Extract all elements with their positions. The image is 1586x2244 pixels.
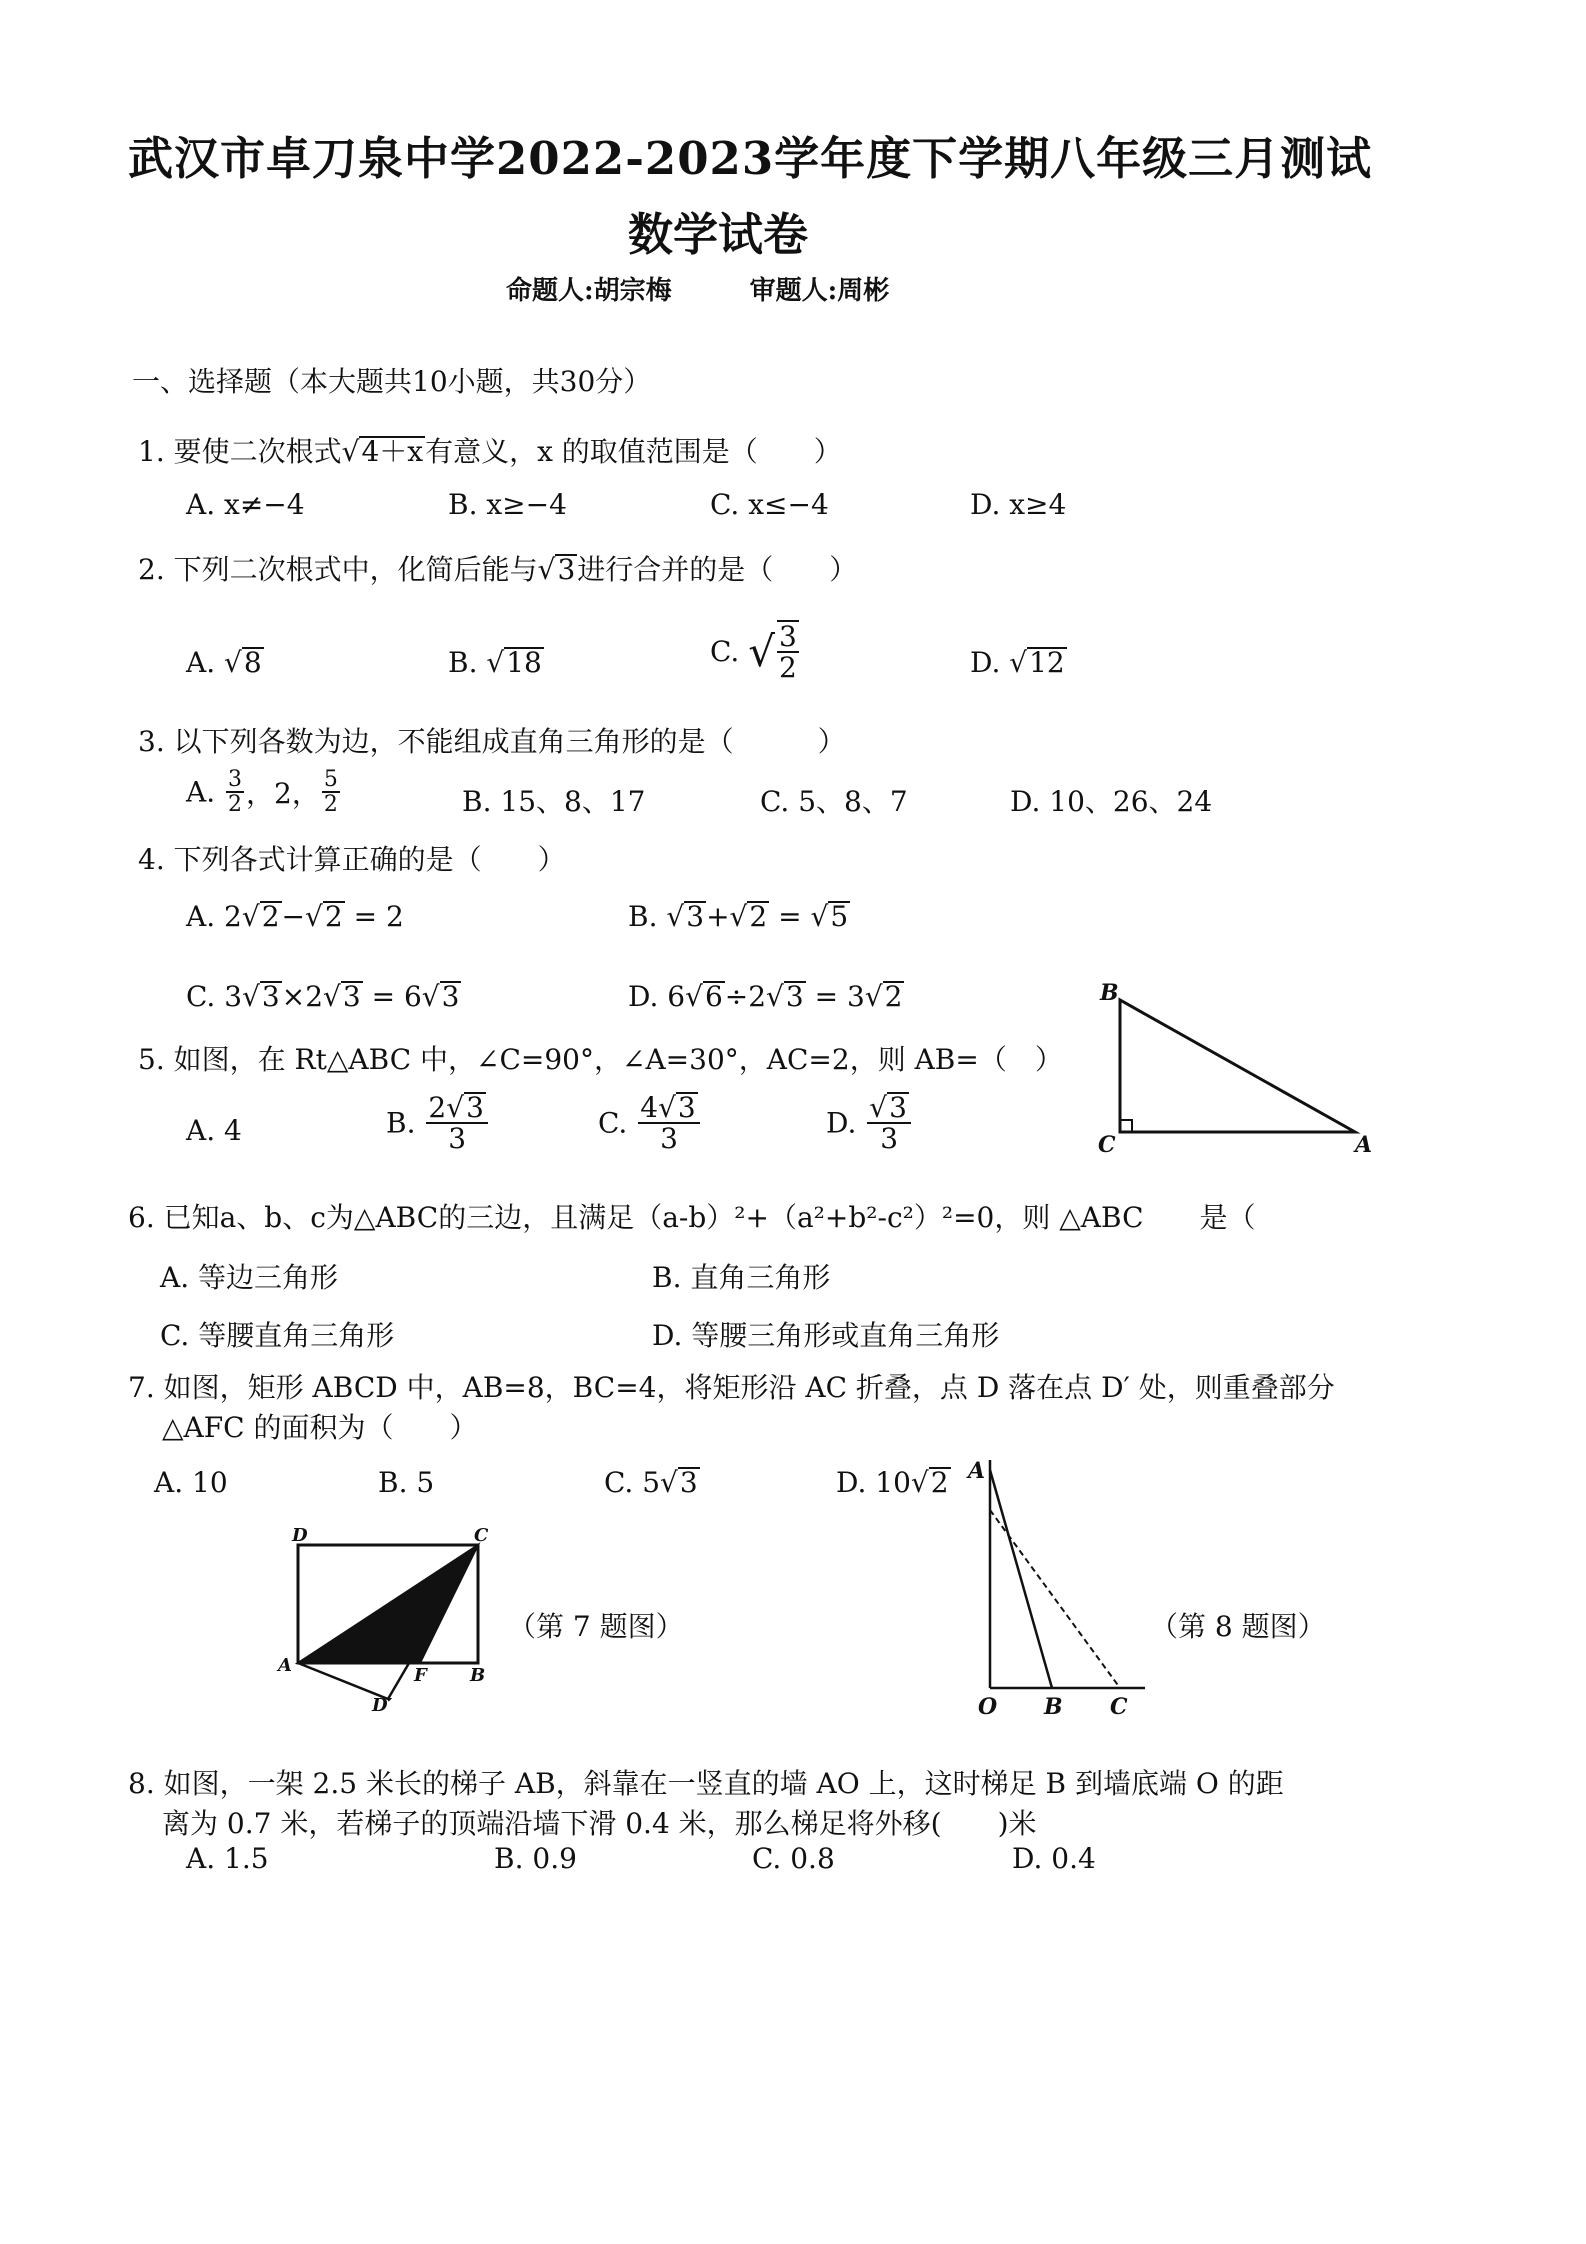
q7-d-label: D. 10 — [836, 1466, 911, 1499]
q2-a-radicand: 8 — [243, 646, 262, 679]
q8-ladder-figure — [960, 1450, 1160, 1720]
q6-option-a: A. 等边三角形 — [160, 1261, 339, 1294]
q5-d-num — [867, 1092, 911, 1124]
q5-d-sqrt: √3 — [869, 1091, 907, 1124]
q1-option-c: C. x≤−4 — [710, 488, 829, 521]
q7-label-b: B — [470, 1665, 486, 1686]
question-7-stem-line2: △AFC 的面积为（ ） — [162, 1411, 478, 1444]
q2-c-fraction — [777, 620, 799, 683]
q4-a-result: = 2 — [353, 900, 404, 933]
q4-b-rad-3: 5 — [830, 900, 849, 933]
q4-option-b — [628, 900, 850, 933]
q7-label-f: F — [414, 1665, 427, 1686]
q3-a-fraction-2 — [322, 768, 340, 816]
question-7-stem-line1: 7. 如图，矩形 ABCD 中，AB=8，BC=4，将矩形沿 AC 折叠，点 D 落在点 D′ 处，则重叠部分 — [128, 1371, 1335, 1404]
q4-option-a — [186, 900, 404, 933]
q5-b-num — [426, 1092, 488, 1124]
q4-b-sqrt-3: √5 — [810, 900, 849, 933]
q4-d-eq: = 3 — [814, 980, 865, 1013]
exam-title: 武汉市卓刀泉中学2022-2023学年度下学期八年级三月测试 — [128, 132, 1373, 185]
q7-option-d — [836, 1466, 951, 1499]
q7-d-sqrt: √2 — [910, 1466, 949, 1499]
q7-option-c — [604, 1466, 700, 1499]
q4-a-rad-2: 2 — [324, 900, 343, 933]
q5-b-fraction — [426, 1092, 488, 1154]
q4-b-rad-2: 2 — [749, 900, 768, 933]
question-2-stem — [138, 548, 857, 588]
q7-rectangle-figure — [270, 1515, 510, 1715]
q2-option-d — [970, 646, 1067, 679]
q7-label-c: C — [474, 1525, 489, 1546]
q5-b-sqrt: √3 — [446, 1091, 484, 1124]
q4-a-op: − — [281, 900, 305, 933]
q4-c-rad-3: 3 — [441, 980, 460, 1013]
q4-c-eq: = 6 — [371, 980, 422, 1013]
q8-option-c: C. 0.8 — [752, 1842, 835, 1875]
question-8-stem-line1: 8. 如图，一架 2.5 米长的梯子 AB，斜靠在一竖直的墙 AO 上，这时梯足 B 到墙底端 O 的距 — [128, 1767, 1284, 1800]
q7-figure-caption: （第 7 题图） — [508, 1610, 684, 1643]
question-3-stem: 3. 以下列各数为边，不能组成直角三角形的是（ ） — [138, 725, 846, 758]
q1-pre: 1. 要使二次根式 — [138, 435, 342, 468]
q3-a-f2-den: 2 — [323, 792, 338, 818]
q2-post: 进行合并的是（ ） — [577, 553, 858, 586]
q7-c-sqrt: √3 — [660, 1466, 698, 1499]
q2-a-sqrt: √8 — [224, 646, 262, 679]
q4-d-rad-3: 2 — [884, 980, 903, 1013]
q4-a-rad-1: 2 — [261, 900, 280, 933]
question-1-stem — [138, 430, 842, 470]
q3-a-fraction-1 — [226, 768, 244, 816]
q8-figure-caption: （第 8 题图） — [1150, 1610, 1326, 1643]
q2-a-label: A. — [186, 646, 216, 679]
q4-b-sqrt-1: √3 — [666, 900, 705, 933]
q5-d-fraction — [867, 1092, 911, 1154]
q4-c-op: ×2 — [281, 980, 324, 1013]
q3-a-f2-num: 5 — [323, 767, 338, 792]
q3-option-d: D. 10、26、24 — [1010, 785, 1213, 818]
q2-sqrt: √3 — [537, 553, 576, 586]
q3-option-b: B. 15、8、17 — [462, 785, 646, 818]
q4-a-label: A. — [186, 900, 216, 933]
q3-a-f1-den: 2 — [228, 792, 243, 818]
q5-b-label: B. — [386, 1106, 416, 1140]
exam-subtitle: 数学试卷 — [628, 208, 809, 261]
question-4-stem: 4. 下列各式计算正确的是（ ） — [138, 843, 566, 876]
q2-d-radicand: 12 — [1029, 646, 1065, 679]
q2-pre: 2. 下列二次根式中，化简后能与 — [138, 553, 538, 586]
q4-a-coef: 2 — [224, 900, 242, 933]
q5-d-rad: 3 — [889, 1091, 907, 1124]
q6-option-d: D. 等腰三角形或直角三角形 — [652, 1319, 1000, 1352]
q4-c-sqrt-3: √3 — [421, 980, 460, 1013]
q2-c-den: 2 — [779, 651, 797, 685]
q5-b-den: 3 — [448, 1122, 467, 1156]
q4-c-coef: 3 — [224, 980, 243, 1013]
q4-b-eq: = — [778, 900, 802, 933]
q5-option-c — [598, 1092, 702, 1154]
q5-label-a: A — [1355, 1132, 1373, 1158]
q7-c-label: C. 5 — [604, 1466, 661, 1499]
q3-a-mid: ，2， — [246, 777, 320, 811]
q2-b-sqrt: √18 — [486, 646, 542, 679]
q5-right-angle-mark — [1120, 1120, 1132, 1132]
q5-label-c: C — [1098, 1132, 1116, 1158]
q1-sqrt: √4＋x — [341, 435, 424, 468]
q1-post: 有意义，x 的取值范围是（ ） — [425, 435, 842, 468]
q5-b-coef: 2 — [428, 1091, 447, 1124]
q4-d-rad-1: 6 — [704, 980, 723, 1013]
q3-option-c: C. 5、8、7 — [760, 785, 908, 818]
section-heading: 一、选择题（本大题共10小题，共30分） — [132, 365, 652, 398]
q2-c-num: 3 — [779, 620, 797, 653]
q8-label-b: B — [1044, 1694, 1063, 1720]
q4-d-sqrt-1: √6 — [685, 980, 723, 1013]
q8-ladder-slid — [990, 1510, 1120, 1688]
q3-option-a — [186, 768, 342, 816]
q8-ladder-ab — [990, 1470, 1052, 1688]
q5-b-rad: 3 — [466, 1091, 484, 1124]
q5-c-den: 3 — [660, 1122, 678, 1156]
q4-option-c — [186, 980, 461, 1013]
q8-option-a: A. 1.5 — [186, 1842, 269, 1875]
q2-c-radical-sign: √ — [748, 626, 775, 676]
q4-c-sqrt-2: √3 — [323, 980, 361, 1013]
q7-d-rad: 2 — [930, 1466, 949, 1499]
q4-c-rad-2: 3 — [342, 980, 361, 1013]
q1-option-a: A. x≠−4 — [186, 488, 305, 521]
q5-c-num — [638, 1092, 700, 1124]
q8-label-c: C — [1110, 1694, 1128, 1720]
q4-b-rad-1: 3 — [686, 900, 705, 933]
q4-a-sqrt-1: √2 — [241, 900, 280, 933]
q4-d-sqrt-3: √2 — [864, 980, 903, 1013]
q4-d-op: ÷2 — [724, 980, 767, 1013]
q2-c-label: C. — [710, 634, 740, 668]
q5-option-d — [826, 1092, 913, 1154]
q7-label-a: A — [278, 1655, 292, 1676]
q7-shaded-triangle — [298, 1545, 478, 1663]
q2-option-b — [448, 646, 544, 679]
q5-d-den: 3 — [880, 1122, 899, 1156]
q8-label-o: O — [978, 1694, 998, 1720]
q7-c-rad: 3 — [679, 1466, 698, 1499]
q4-c-sqrt-1: √3 — [242, 980, 280, 1013]
question-6-stem: 6. 已知a、b、c为△ABC的三边，且满足（a-b）²+（a²+b²-c²）²=0，则 △ABC 是（ — [128, 1201, 1256, 1234]
q5-c-fraction — [638, 1092, 700, 1154]
q1-radicand: 4＋x — [361, 435, 424, 468]
q7-option-a: A. 10 — [154, 1466, 228, 1499]
q6-option-b: B. 直角三角形 — [652, 1261, 831, 1294]
q7-label-d: D — [292, 1525, 308, 1546]
q5-option-a: A. 4 — [186, 1114, 242, 1147]
q5-triangle — [1120, 1000, 1355, 1132]
q2-d-label: D. — [970, 646, 1001, 679]
q5-d-label: D. — [826, 1106, 857, 1140]
q5-triangle-figure — [1090, 980, 1380, 1160]
q4-d-rad-2: 3 — [785, 980, 804, 1013]
q2-d-sqrt: √12 — [1009, 646, 1065, 679]
q5-c-coef: 4 — [640, 1091, 659, 1124]
q4-b-sqrt-2: √2 — [729, 900, 768, 933]
question-5-stem: 5. 如图，在 Rt△ABC 中，∠C=90°，∠A=30°，AC=2，则 AB=（ ） — [138, 1043, 1063, 1076]
q5-c-rad: 3 — [677, 1091, 696, 1124]
q2-b-radicand: 18 — [506, 646, 542, 679]
q1-option-b: B. x≥−4 — [448, 488, 567, 521]
q4-b-label: B. — [628, 900, 658, 933]
q4-d-label: D. — [628, 980, 659, 1013]
authors-line: 命题人:胡宗梅 审题人:周彬 — [506, 276, 890, 306]
q3-a-f1-num: 3 — [228, 767, 243, 792]
q2-radicand: 3 — [557, 553, 576, 586]
q4-c-label: C. — [186, 980, 216, 1013]
q4-d-coef: 6 — [667, 980, 686, 1013]
q8-option-d: D. 0.4 — [1012, 1842, 1096, 1875]
q8-label-a: A — [968, 1458, 986, 1484]
q4-a-sqrt-2: √2 — [305, 900, 343, 933]
q2-option-c — [710, 620, 801, 683]
q1-option-d: D. x≥4 — [970, 488, 1067, 521]
q5-c-sqrt: √3 — [658, 1091, 696, 1124]
q2-option-a — [186, 646, 264, 679]
q5-option-b — [386, 1092, 490, 1154]
q6-option-c: C. 等腰直角三角形 — [160, 1319, 395, 1352]
question-8-stem-line2: 离为 0.7 米，若梯子的顶端沿墙下滑 0.4 米，那么梯足将外移( )米 — [162, 1807, 1037, 1840]
q4-d-sqrt-2: √3 — [766, 980, 804, 1013]
q3-a-label: A. — [186, 775, 216, 809]
q4-c-rad-1: 3 — [261, 980, 280, 1013]
q2-b-label: B. — [448, 646, 478, 679]
q7-label-dprime: D′ — [372, 1695, 393, 1715]
q4-option-d — [628, 980, 904, 1013]
q5-c-label: C. — [598, 1106, 628, 1140]
q8-option-b: B. 0.9 — [494, 1842, 577, 1875]
q5-label-b: B — [1100, 980, 1119, 1006]
q7-option-b: B. 5 — [378, 1466, 435, 1499]
q4-b-op: + — [706, 900, 730, 933]
